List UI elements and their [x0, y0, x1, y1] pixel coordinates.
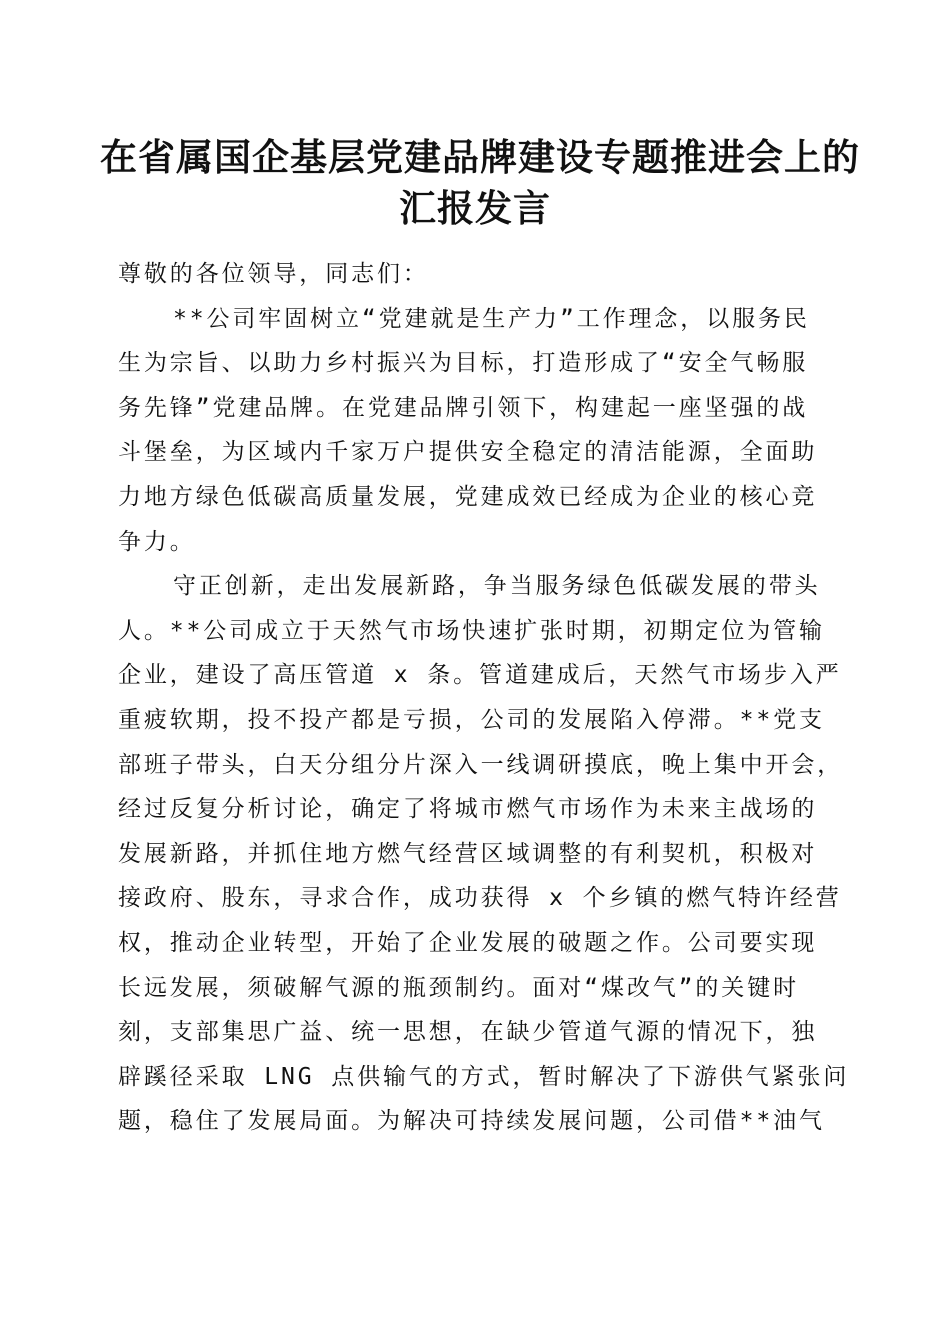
document-title — [100, 132, 860, 234]
paragraph-line: 长远发展，须破解气源的瓶颈制约。面对“煤改气”的关键时 — [118, 974, 799, 1001]
paragraph-line: 人。**公司成立于天然气市场快速扩张时期，初期定位为管输 — [118, 617, 825, 644]
title-line-1: 在省属国企基层党建品牌建设专题推进会上的 — [100, 135, 860, 179]
paragraph-1 — [118, 297, 830, 565]
paragraph-line: 守正创新，走出发展新路，争当服务绿色低碳发展的带头 — [173, 573, 821, 600]
paragraph-line: 重疲软期，投不投产都是亏损，公司的发展陷入停滞。**党支 — [118, 706, 825, 733]
paragraph-line: 务先锋”党建品牌。在党建品牌引领下，构建起一座坚强的战 — [118, 394, 809, 421]
paragraph-line: 发展新路，并抓住地方燃气经营区域调整的有利契机，积极对 — [118, 840, 818, 867]
paragraph-line: 经过反复分析讨论，确定了将城市燃气市场作为未来主战场的 — [118, 796, 818, 823]
paragraph-line: 题，稳住了发展局面。为解决可持续发展问题，公司借**油气 — [118, 1108, 825, 1135]
paragraph-2 — [118, 564, 850, 1144]
paragraph-line: 力地方绿色低碳高质量发展，党建成效已经成为企业的核心竞 — [118, 483, 818, 510]
paragraph-line: 部班子带头，白天分组分片深入一线调研摸底，晚上集中开会， — [118, 751, 844, 778]
paragraph-line: 刻，支部集思广益、统一思想，在缺少管道气源的情况下，独 — [118, 1019, 818, 1046]
document-body — [118, 252, 850, 1144]
paragraph-line: 生为宗旨、以助力乡村振兴为目标，打造形成了“安全气畅服 — [118, 350, 809, 377]
paragraph-line: 斗堡垒，为区域内千家万户提供安全稳定的清洁能源，全面助 — [118, 439, 818, 466]
title-line-2: 汇报发言 — [399, 186, 551, 230]
paragraph-line: 接政府、股东，寻求合作，成功获得 x 个乡镇的燃气特许经营 — [118, 885, 842, 912]
paragraph-line: 辟蹊径采取 LNG 点供输气的方式，暂时解决了下游供气紧张问 — [118, 1063, 850, 1090]
paragraph-line: 权，推动企业转型，开始了企业发展的破题之作。公司要实现 — [118, 929, 818, 956]
salutation: 尊敬的各位领导，同志们： — [118, 261, 429, 287]
paragraph-line: 企业，建设了高压管道 x 条。管道建成后，天然气市场步入严 — [118, 662, 842, 689]
paragraph-line: 争力。 — [118, 528, 196, 555]
paragraph-line: **公司牢固树立“党建就是生产力”工作理念，以服务民 — [173, 305, 810, 332]
